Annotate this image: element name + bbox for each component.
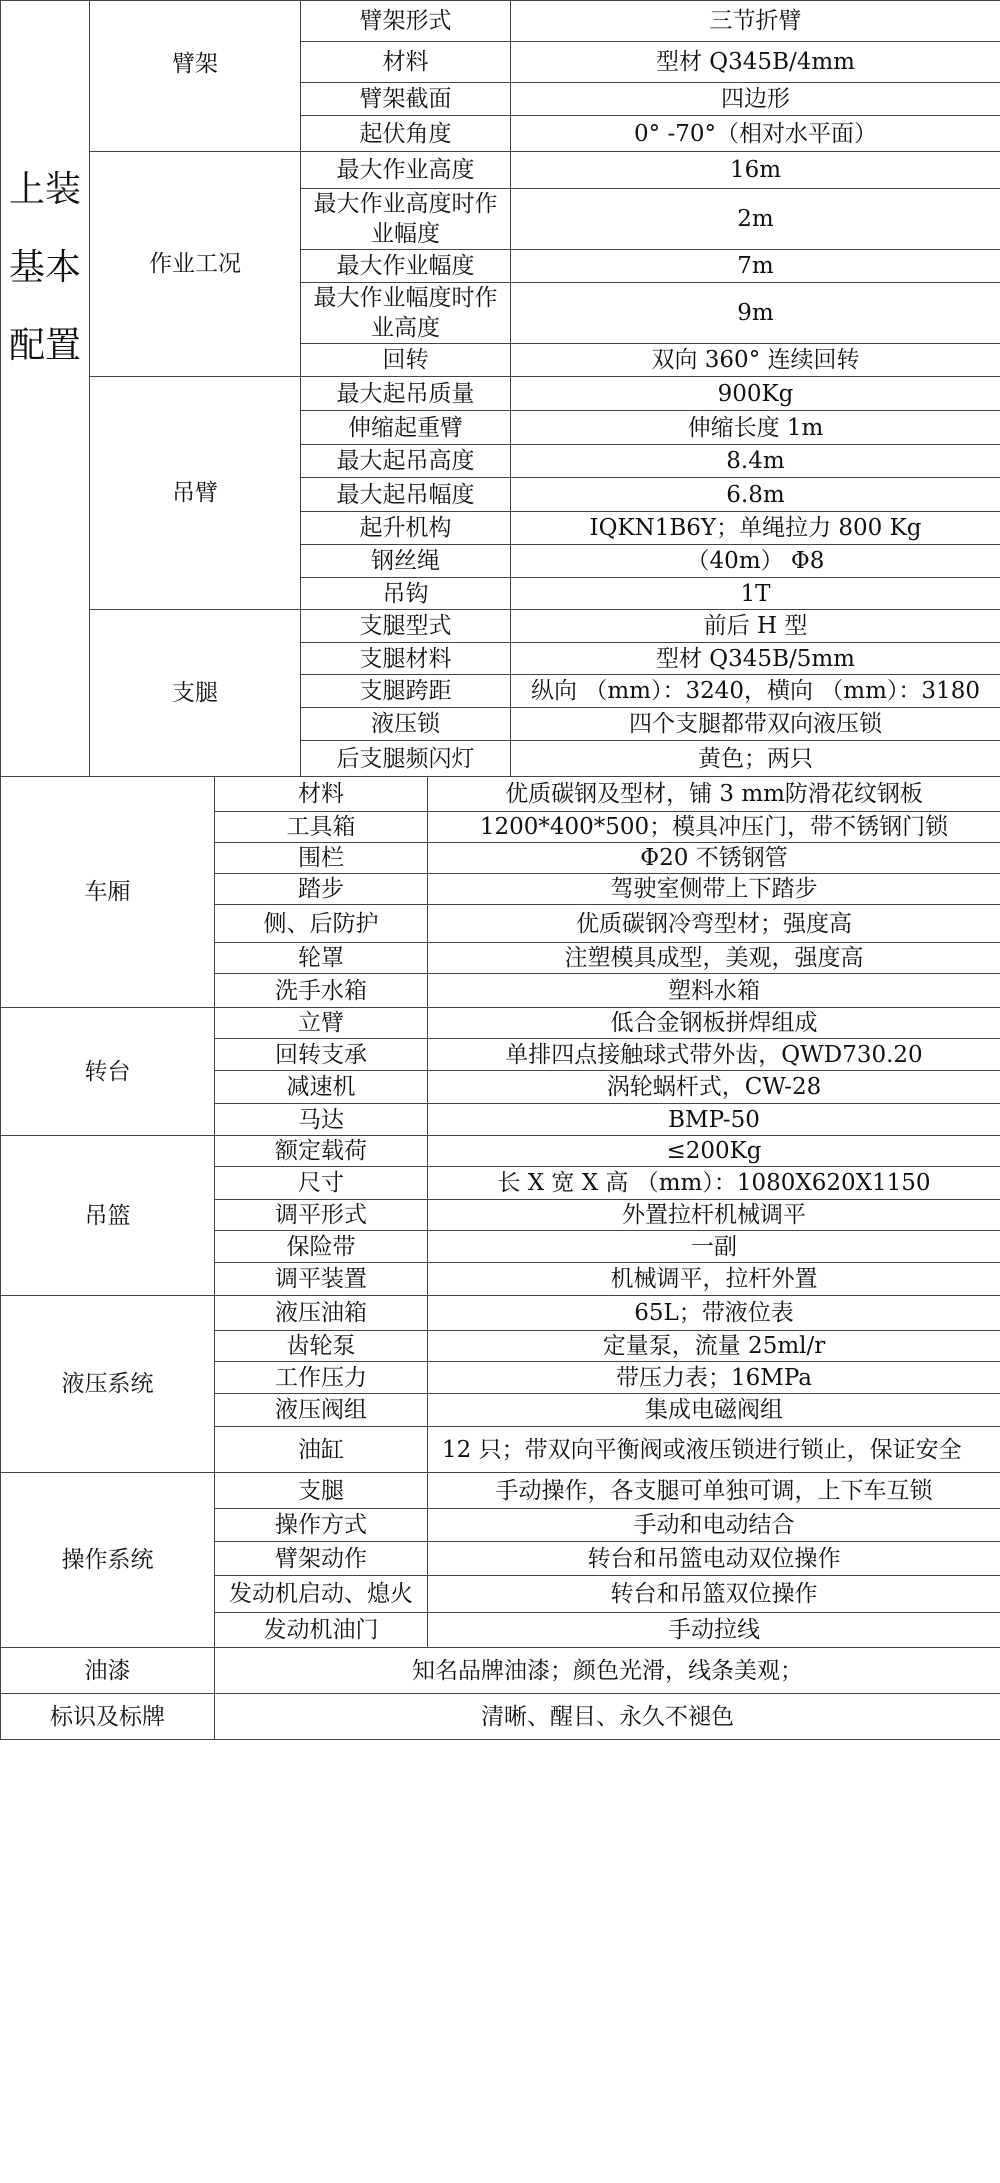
section-title: 上装基本配置 — [1, 1, 90, 777]
item-value: 65L；带液位表 — [428, 1296, 1000, 1331]
item-name: 支腿 — [215, 1473, 428, 1509]
table-row — [1, 610, 1000, 643]
item-name: 伸缩起重臂 — [301, 411, 511, 445]
item-name: 操作方式 — [215, 1509, 428, 1542]
item-name: 液压油箱 — [215, 1296, 428, 1331]
table-row — [1, 1473, 1000, 1509]
item-value: 手动和电动结合 — [428, 1509, 1000, 1542]
item-value: 集成电磁阀组 — [428, 1394, 1000, 1427]
item-name: 最大作业高度 — [301, 152, 511, 189]
footer-value: 知名品牌油漆；颜色光滑，线条美观； — [215, 1648, 1000, 1694]
item-name: 臂架截面 — [301, 83, 511, 116]
group-name: 臂架 — [90, 1, 301, 152]
group-name: 车厢 — [1, 777, 215, 1008]
group-name: 吊篮 — [1, 1136, 215, 1296]
footer-name: 油漆 — [1, 1648, 215, 1694]
item-value: 7m — [511, 250, 1000, 283]
item-value: 优质碳钢及型材，铺 3 mm防滑花纹钢板 — [428, 777, 1000, 812]
item-value: 2m — [511, 189, 1000, 250]
item-value: 三节折臂 — [511, 1, 1000, 42]
item-name: 轮罩 — [215, 943, 428, 974]
table-row — [1, 1296, 1000, 1331]
item-value: 6.8m — [511, 478, 1000, 512]
item-value: BMP-50 — [428, 1104, 1000, 1136]
item-name: 工具箱 — [215, 812, 428, 843]
item-name: 调平装置 — [215, 1263, 428, 1296]
item-name: 马达 — [215, 1104, 428, 1136]
item-value: Φ20 不锈钢管 — [428, 843, 1000, 874]
item-value: 带压力表；16MPa — [428, 1362, 1000, 1394]
item-name: 支腿材料 — [301, 643, 511, 675]
upper-config-body — [1, 1, 1000, 777]
item-name: 回转 — [301, 344, 511, 377]
item-name: 后支腿频闪灯 — [301, 741, 511, 777]
item-name: 立臂 — [215, 1008, 428, 1039]
item-value: 0° -70°（相对水平面） — [511, 116, 1000, 152]
footer-value: 清晰、醒目、永久不褪色 — [215, 1694, 1000, 1740]
item-value: 四边形 — [511, 83, 1000, 116]
group-name: 液压系统 — [1, 1296, 215, 1473]
table-row — [1, 377, 1000, 411]
item-value: 单排四点接触球式带外齿，QWD730.20 — [428, 1039, 1000, 1071]
item-name: 支腿型式 — [301, 610, 511, 643]
item-value: （40m） Φ8 — [511, 545, 1000, 578]
group-name: 转台 — [1, 1008, 215, 1136]
item-name: 额定载荷 — [215, 1136, 428, 1167]
item-value: 手动操作，各支腿可单独可调，上下车互锁 — [428, 1473, 1000, 1509]
lower-config-body — [1, 777, 1000, 1740]
item-name: 发动机启动、熄火 — [215, 1576, 428, 1613]
item-name: 液压阀组 — [215, 1394, 428, 1427]
upper-config-table — [0, 0, 1000, 777]
item-value: 长 X 宽 X 高 （mm）：1080X620X1150 — [428, 1167, 1000, 1200]
item-value: 涡轮蜗杆式，CW-28 — [428, 1071, 1000, 1104]
item-value: 低合金钢板拼焊组成 — [428, 1008, 1000, 1039]
item-name: 踏步 — [215, 874, 428, 905]
table-row — [1, 1, 1000, 42]
table-row — [1, 777, 1000, 812]
item-name: 最大起吊高度 — [301, 445, 511, 478]
item-name: 最大作业幅度 — [301, 250, 511, 283]
item-value: 转台和吊篮双位操作 — [428, 1576, 1000, 1613]
item-value: 8.4m — [511, 445, 1000, 478]
table-row — [1, 1136, 1000, 1167]
item-value: 定量泵，流量 25ml/r — [428, 1331, 1000, 1362]
item-value: 优质碳钢冷弯型材；强度高 — [428, 905, 1000, 943]
item-value: 型材 Q345B/5mm — [511, 643, 1000, 675]
table-row — [1, 1008, 1000, 1039]
item-value: 机械调平，拉杆外置 — [428, 1263, 1000, 1296]
item-name: 吊钩 — [301, 578, 511, 610]
group-name: 吊臂 — [90, 377, 301, 610]
item-value: 900Kg — [511, 377, 1000, 411]
item-value: 驾驶室侧带上下踏步 — [428, 874, 1000, 905]
item-name: 最大作业高度时作业幅度 — [301, 189, 511, 250]
item-name: 起伏角度 — [301, 116, 511, 152]
footer-name: 标识及标牌 — [1, 1694, 215, 1740]
item-value: 手动拉线 — [428, 1613, 1000, 1648]
item-name: 臂架动作 — [215, 1542, 428, 1576]
item-name: 发动机油门 — [215, 1613, 428, 1648]
item-value: ≤200Kg — [428, 1136, 1000, 1167]
item-name: 保险带 — [215, 1231, 428, 1263]
item-value: 型材 Q345B/4mm — [511, 42, 1000, 83]
item-value: 一副 — [428, 1231, 1000, 1263]
item-value: 注塑模具成型，美观，强度高 — [428, 943, 1000, 974]
lower-config-table — [0, 776, 1000, 1740]
group-name: 支腿 — [90, 610, 301, 777]
table-row — [1, 1648, 1000, 1694]
item-value: 四个支腿都带双向液压锁 — [511, 708, 1000, 741]
item-name: 最大作业幅度时作业高度 — [301, 283, 511, 344]
item-name: 材料 — [215, 777, 428, 812]
item-name: 工作压力 — [215, 1362, 428, 1394]
item-value: 外置拉杆机械调平 — [428, 1200, 1000, 1231]
item-name: 钢丝绳 — [301, 545, 511, 578]
item-value: 转台和吊篮电动双位操作 — [428, 1542, 1000, 1576]
item-value: IQKN1B6Y；单绳拉力 800 Kg — [511, 512, 1000, 545]
item-value: 12 只；带双向平衡阀或液压锁进行锁止，保证安全 — [428, 1427, 1000, 1473]
item-name: 最大起吊质量 — [301, 377, 511, 411]
item-name: 臂架形式 — [301, 1, 511, 42]
table-row — [1, 152, 1000, 189]
item-value: 16m — [511, 152, 1000, 189]
item-value: 9m — [511, 283, 1000, 344]
item-value: 双向 360° 连续回转 — [511, 344, 1000, 377]
item-value: 伸缩长度 1m — [511, 411, 1000, 445]
item-name: 减速机 — [215, 1071, 428, 1104]
item-value: 1T — [511, 578, 1000, 610]
item-name: 洗手水箱 — [215, 974, 428, 1008]
item-name: 材料 — [301, 42, 511, 83]
item-name: 液压锁 — [301, 708, 511, 741]
item-value: 黄色；两只 — [511, 741, 1000, 777]
item-name: 起升机构 — [301, 512, 511, 545]
item-name: 尺寸 — [215, 1167, 428, 1200]
item-value: 纵向 （mm）：3240，横向 （mm）：3180 — [511, 675, 1000, 708]
item-name: 齿轮泵 — [215, 1331, 428, 1362]
item-name: 回转支承 — [215, 1039, 428, 1071]
table-row — [1, 1694, 1000, 1740]
item-value: 塑料水箱 — [428, 974, 1000, 1008]
item-name: 油缸 — [215, 1427, 428, 1473]
item-value: 前后 H 型 — [511, 610, 1000, 643]
item-value: 1200*400*500；模具冲压门，带不锈钢门锁 — [428, 812, 1000, 843]
item-name: 最大起吊幅度 — [301, 478, 511, 512]
item-name: 支腿跨距 — [301, 675, 511, 708]
group-name: 作业工况 — [90, 152, 301, 377]
item-name: 围栏 — [215, 843, 428, 874]
item-name: 调平形式 — [215, 1200, 428, 1231]
item-name: 侧、后防护 — [215, 905, 428, 943]
group-name: 操作系统 — [1, 1473, 215, 1648]
